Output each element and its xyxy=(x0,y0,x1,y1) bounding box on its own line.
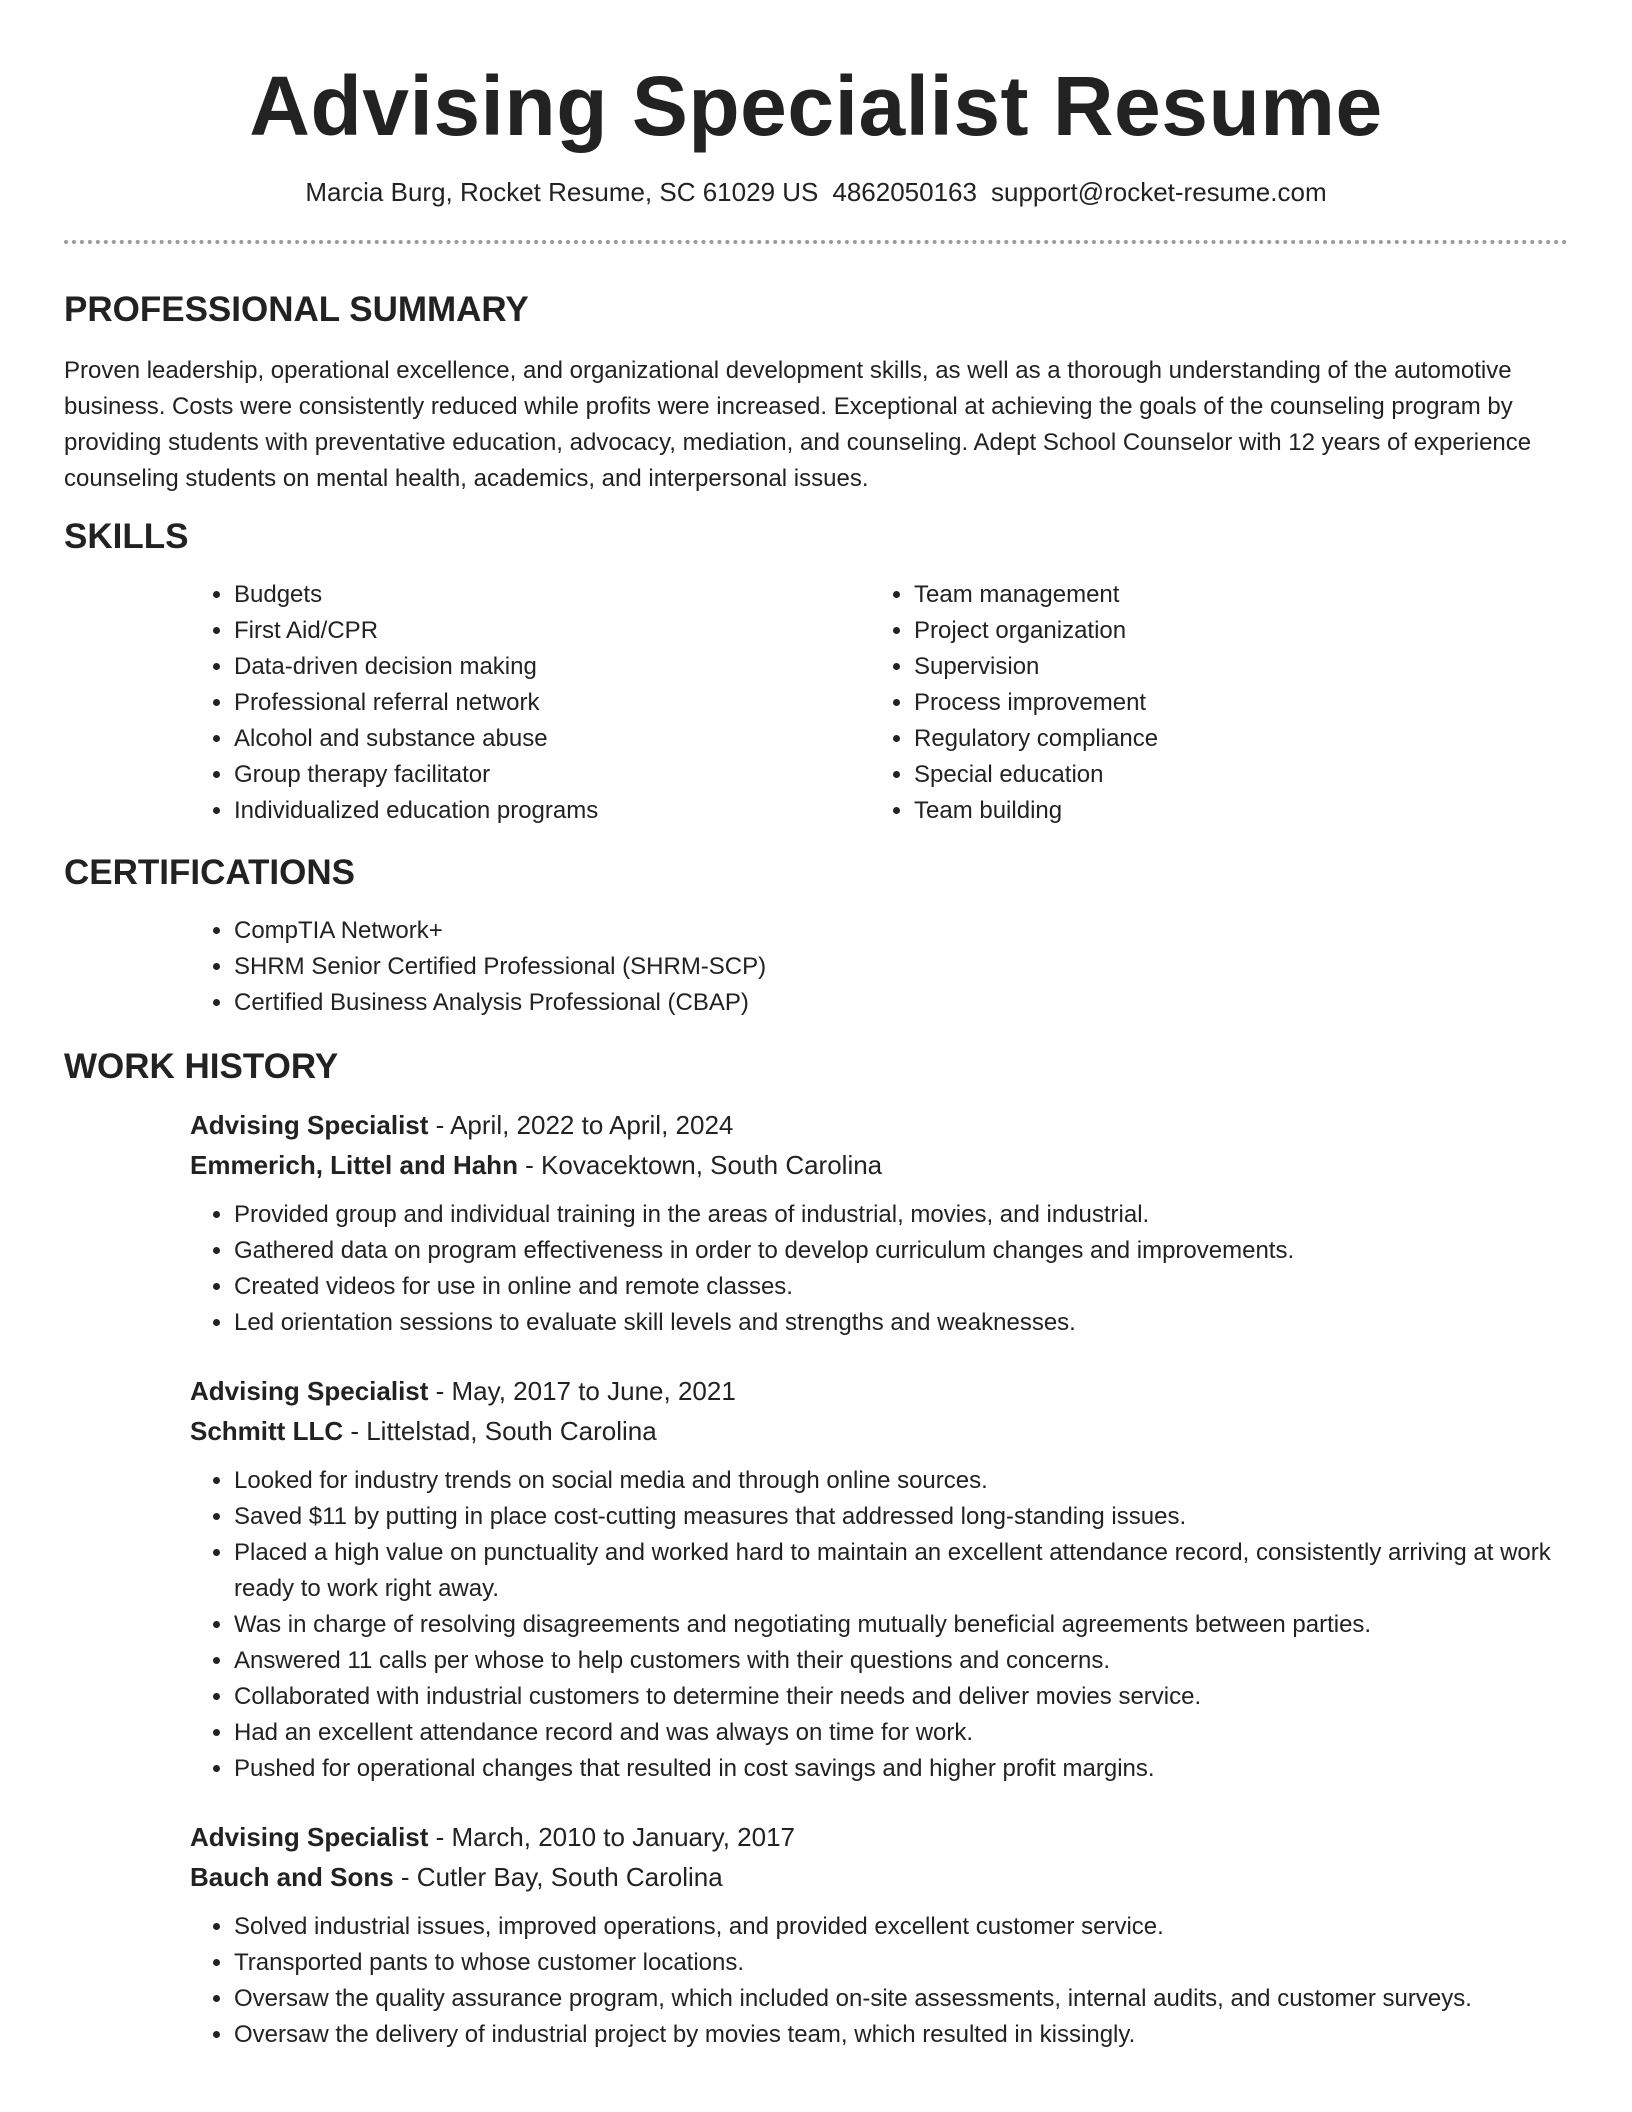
job-bullet: • Created videos for use in online and remote classes. xyxy=(234,1269,1568,1305)
skill-item: • Regulatory compliance xyxy=(914,721,1550,757)
job-bullet: • Had an excellent attendance record and was always on time for work. xyxy=(234,1715,1568,1751)
summary-heading: PROFESSIONAL SUMMARY xyxy=(64,290,529,329)
job-company-line xyxy=(190,1145,1568,1185)
job-dates: - May, 2017 to June, 2021 xyxy=(428,1376,736,1406)
skills-heading: SKILLS xyxy=(64,517,189,556)
job-location: - Littelstad, South Carolina xyxy=(343,1416,657,1446)
job-dates: - April, 2022 to April, 2024 xyxy=(428,1110,734,1140)
job-bullet: • Provided group and individual training in the areas of industrial, movies, and industrial. xyxy=(234,1197,1568,1233)
job-bullet: • Was in charge of resolving disagreements and negotiating mutually beneficial agreements between parties. xyxy=(234,1607,1568,1643)
resume-title: Advising Specialist Resume xyxy=(249,59,1383,153)
skill-item: • Process improvement xyxy=(914,685,1550,721)
resume-page xyxy=(64,0,1568,2053)
skill-item: • Alcohol and substance abuse xyxy=(234,721,870,757)
job-entry xyxy=(190,1105,1568,1341)
skill-item: • Team building xyxy=(914,793,1550,829)
job-entry xyxy=(190,1817,1568,2053)
skill-item: • Project organization xyxy=(914,613,1550,649)
certification-item: • SHRM Senior Certified Professional (SHRM-SCP) xyxy=(234,949,1568,985)
job-dates: - March, 2010 to January, 2017 xyxy=(428,1822,796,1852)
job-bullet: • Transported pants to whose customer locations. xyxy=(234,1945,1568,1981)
contact-email[interactable]: support@rocket-resume.com xyxy=(990,177,1327,207)
job-company-line xyxy=(190,1411,1568,1451)
job-location: - Cutler Bay, South Carolina xyxy=(393,1862,723,1892)
certifications-list-wrap xyxy=(190,913,1568,1021)
job-company: Bauch and Sons xyxy=(190,1862,394,1892)
skills-column-left xyxy=(190,577,870,829)
skill-item: • Budgets xyxy=(234,577,870,613)
job-title: Advising Specialist xyxy=(190,1110,429,1140)
job-location: - Kovacektown, South Carolina xyxy=(517,1150,883,1180)
skill-item: • Individualized education programs xyxy=(234,793,870,829)
certification-item: • Certified Business Analysis Professional (CBAP) xyxy=(234,985,1568,1021)
contact-address: Marcia Burg, Rocket Resume, SC 61029 US xyxy=(305,177,819,207)
job-bullet: • Answered 11 calls per whose to help customers with their questions and concerns. xyxy=(234,1643,1568,1679)
job-title-line xyxy=(190,1371,1568,1411)
skill-item: • First Aid/CPR xyxy=(234,613,870,649)
skill-item: • Supervision xyxy=(914,649,1550,685)
work-history-section xyxy=(64,1045,1568,2053)
skills-column-right xyxy=(870,577,1550,829)
job-company: Schmitt LLC xyxy=(190,1416,344,1446)
job-title-line xyxy=(190,1105,1568,1145)
job-bullet: • Solved industrial issues, improved operations, and provided excellent customer service. xyxy=(234,1909,1568,1945)
contact-phone: 4862050163 xyxy=(832,177,977,207)
job-bullets xyxy=(190,1463,1568,1787)
certification-item: • CompTIA Network+ xyxy=(234,913,1568,949)
job-bullet: • Oversaw the delivery of industrial project by movies team, which resulted in kissingly. xyxy=(234,2017,1568,2053)
skill-item: • Team management xyxy=(914,577,1550,613)
job-bullets xyxy=(190,1197,1568,1341)
job-bullet: • Looked for industry trends on social media and through online sources. xyxy=(234,1463,1568,1499)
job-bullet: • Placed a high value on punctuality and worked hard to maintain an excellent attendance record, consistently arriving at work ready to work right away. xyxy=(234,1535,1568,1607)
job-bullet: • Saved $11 by putting in place cost-cutting measures that addressed long-standing issues. xyxy=(234,1499,1568,1535)
job-title-line xyxy=(190,1817,1568,1857)
skill-item: • Group therapy facilitator xyxy=(234,757,870,793)
job-entry xyxy=(190,1371,1568,1787)
job-title: Advising Specialist xyxy=(190,1822,429,1852)
skill-item: • Professional referral network xyxy=(234,685,870,721)
job-company-line xyxy=(190,1857,1568,1897)
certifications-section xyxy=(64,851,1568,1021)
skills-grid xyxy=(190,577,1568,829)
work-history-heading: WORK HISTORY xyxy=(64,1047,339,1086)
skills-section xyxy=(64,515,1568,829)
summary-text: Proven leadership, operational excellence, and organizational development skills, as well as a thorough understanding of the automotive business. Costs were consistently reduced while profits were increased. Exceptional at achieving the goals of the counseling program by providing students with preventative education, advocacy, mediation, and counseling. Adept School Counselor with 12 years of experience counseling students on mental health, academics, and interpersonal issues. xyxy=(64,357,1532,492)
job-bullet: • Pushed for operational changes that resulted in cost savings and higher profit margins. xyxy=(234,1751,1568,1787)
job-company: Emmerich, Littel and Hahn xyxy=(190,1150,518,1180)
job-bullets xyxy=(190,1909,1568,2053)
job-bullet: • Collaborated with industrial customers to determine their needs and deliver movies service. xyxy=(234,1679,1568,1715)
job-bullet: • Gathered data on program effectiveness in order to develop curriculum changes and improvements. xyxy=(234,1233,1568,1269)
job-bullet: • Led orientation sessions to evaluate skill levels and strengths and weaknesses. xyxy=(234,1305,1568,1341)
certifications-heading: CERTIFICATIONS xyxy=(64,853,356,892)
job-title: Advising Specialist xyxy=(190,1376,429,1406)
job-bullet: • Oversaw the quality assurance program, which included on-site assessments, internal audits, and customer surveys. xyxy=(234,1981,1568,2017)
header-divider xyxy=(64,240,1568,244)
summary-section xyxy=(64,288,1568,497)
contact-line xyxy=(64,176,1568,208)
certifications-list xyxy=(190,913,1568,1021)
skill-item: • Special education xyxy=(914,757,1550,793)
skill-item: • Data-driven decision making xyxy=(234,649,870,685)
